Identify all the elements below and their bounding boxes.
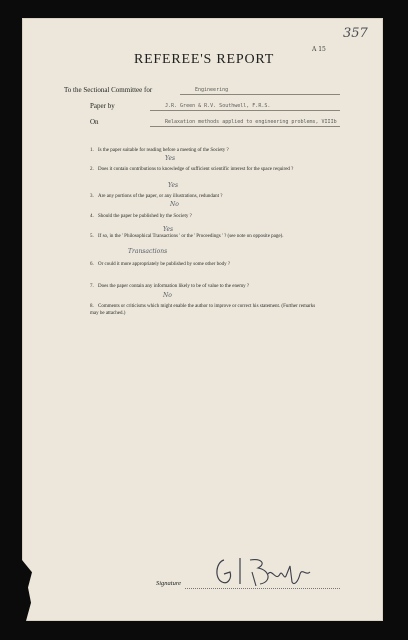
question-1-number: 1. — [90, 148, 94, 153]
question-5 — [90, 233, 320, 240]
question-6-number: 6. — [90, 262, 94, 267]
answer-3: No — [170, 201, 179, 208]
question-1-text: Is the paper suitable for reading before a meeting of the Society ? — [98, 148, 229, 153]
question-5-text: If so, in the ' Philosophical Transactions ' or the ' Proceedings ' ? (see note on opposite page). — [98, 234, 284, 239]
question-2-text: Does it contain contributions to knowledge of sufficient scientific interest for the space required ? — [98, 167, 294, 172]
page-title: REFEREE'S REPORT — [133, 52, 275, 67]
on-rule — [150, 126, 340, 127]
question-4-text: Should the paper be published by the Society ? — [98, 214, 192, 219]
signature-label: Signature — [156, 580, 182, 587]
question-2 — [90, 166, 320, 173]
question-8-text: Comments or criticisms which might enable the author to improve or correct his statement. (Further remarks may be attached.) — [90, 304, 316, 316]
committee-label: To the Sectional Committee for — [64, 86, 153, 94]
answer-2: Yes — [168, 182, 179, 189]
paper-value: J.R. Green & R.V. Southwell, F.R.S. — [165, 103, 271, 109]
question-8-number: 8. — [90, 304, 94, 309]
page-number: 357 — [343, 26, 368, 41]
question-3-text: Are any portions of the paper, or any illustrations, redundant ? — [98, 194, 223, 199]
question-7-number: 7. — [90, 284, 94, 289]
reference-code: A 15 — [312, 46, 326, 53]
committee-rule — [180, 94, 340, 95]
question-7 — [90, 283, 320, 290]
question-6 — [90, 261, 320, 268]
question-6-text: Or could it more appropriately be published by some other body ? — [98, 262, 231, 267]
handwritten-signature — [210, 552, 320, 592]
question-3 — [90, 193, 320, 200]
paper-rule — [150, 110, 340, 111]
answer-5: Transactions — [128, 248, 168, 255]
answer-4: Yes — [163, 226, 174, 233]
question-2-number: 2. — [90, 167, 94, 172]
question-4 — [90, 213, 320, 220]
on-label: On — [90, 118, 99, 126]
committee-value: Engineering — [195, 87, 229, 93]
question-4-number: 4. — [90, 214, 94, 219]
on-value: Relaxation methods applied to engineering problems, VIIIb — [165, 119, 337, 125]
paper-label: Paper by — [90, 102, 115, 110]
question-5-number: 5. — [90, 234, 94, 239]
answer-1: Yes — [165, 155, 176, 162]
question-3-number: 3. — [90, 194, 94, 199]
question-1 — [90, 147, 320, 154]
question-7-text: Does the paper contain any information likely to be of value to the enemy ? — [98, 284, 250, 289]
question-8 — [90, 303, 320, 317]
answer-7: No — [163, 292, 172, 299]
